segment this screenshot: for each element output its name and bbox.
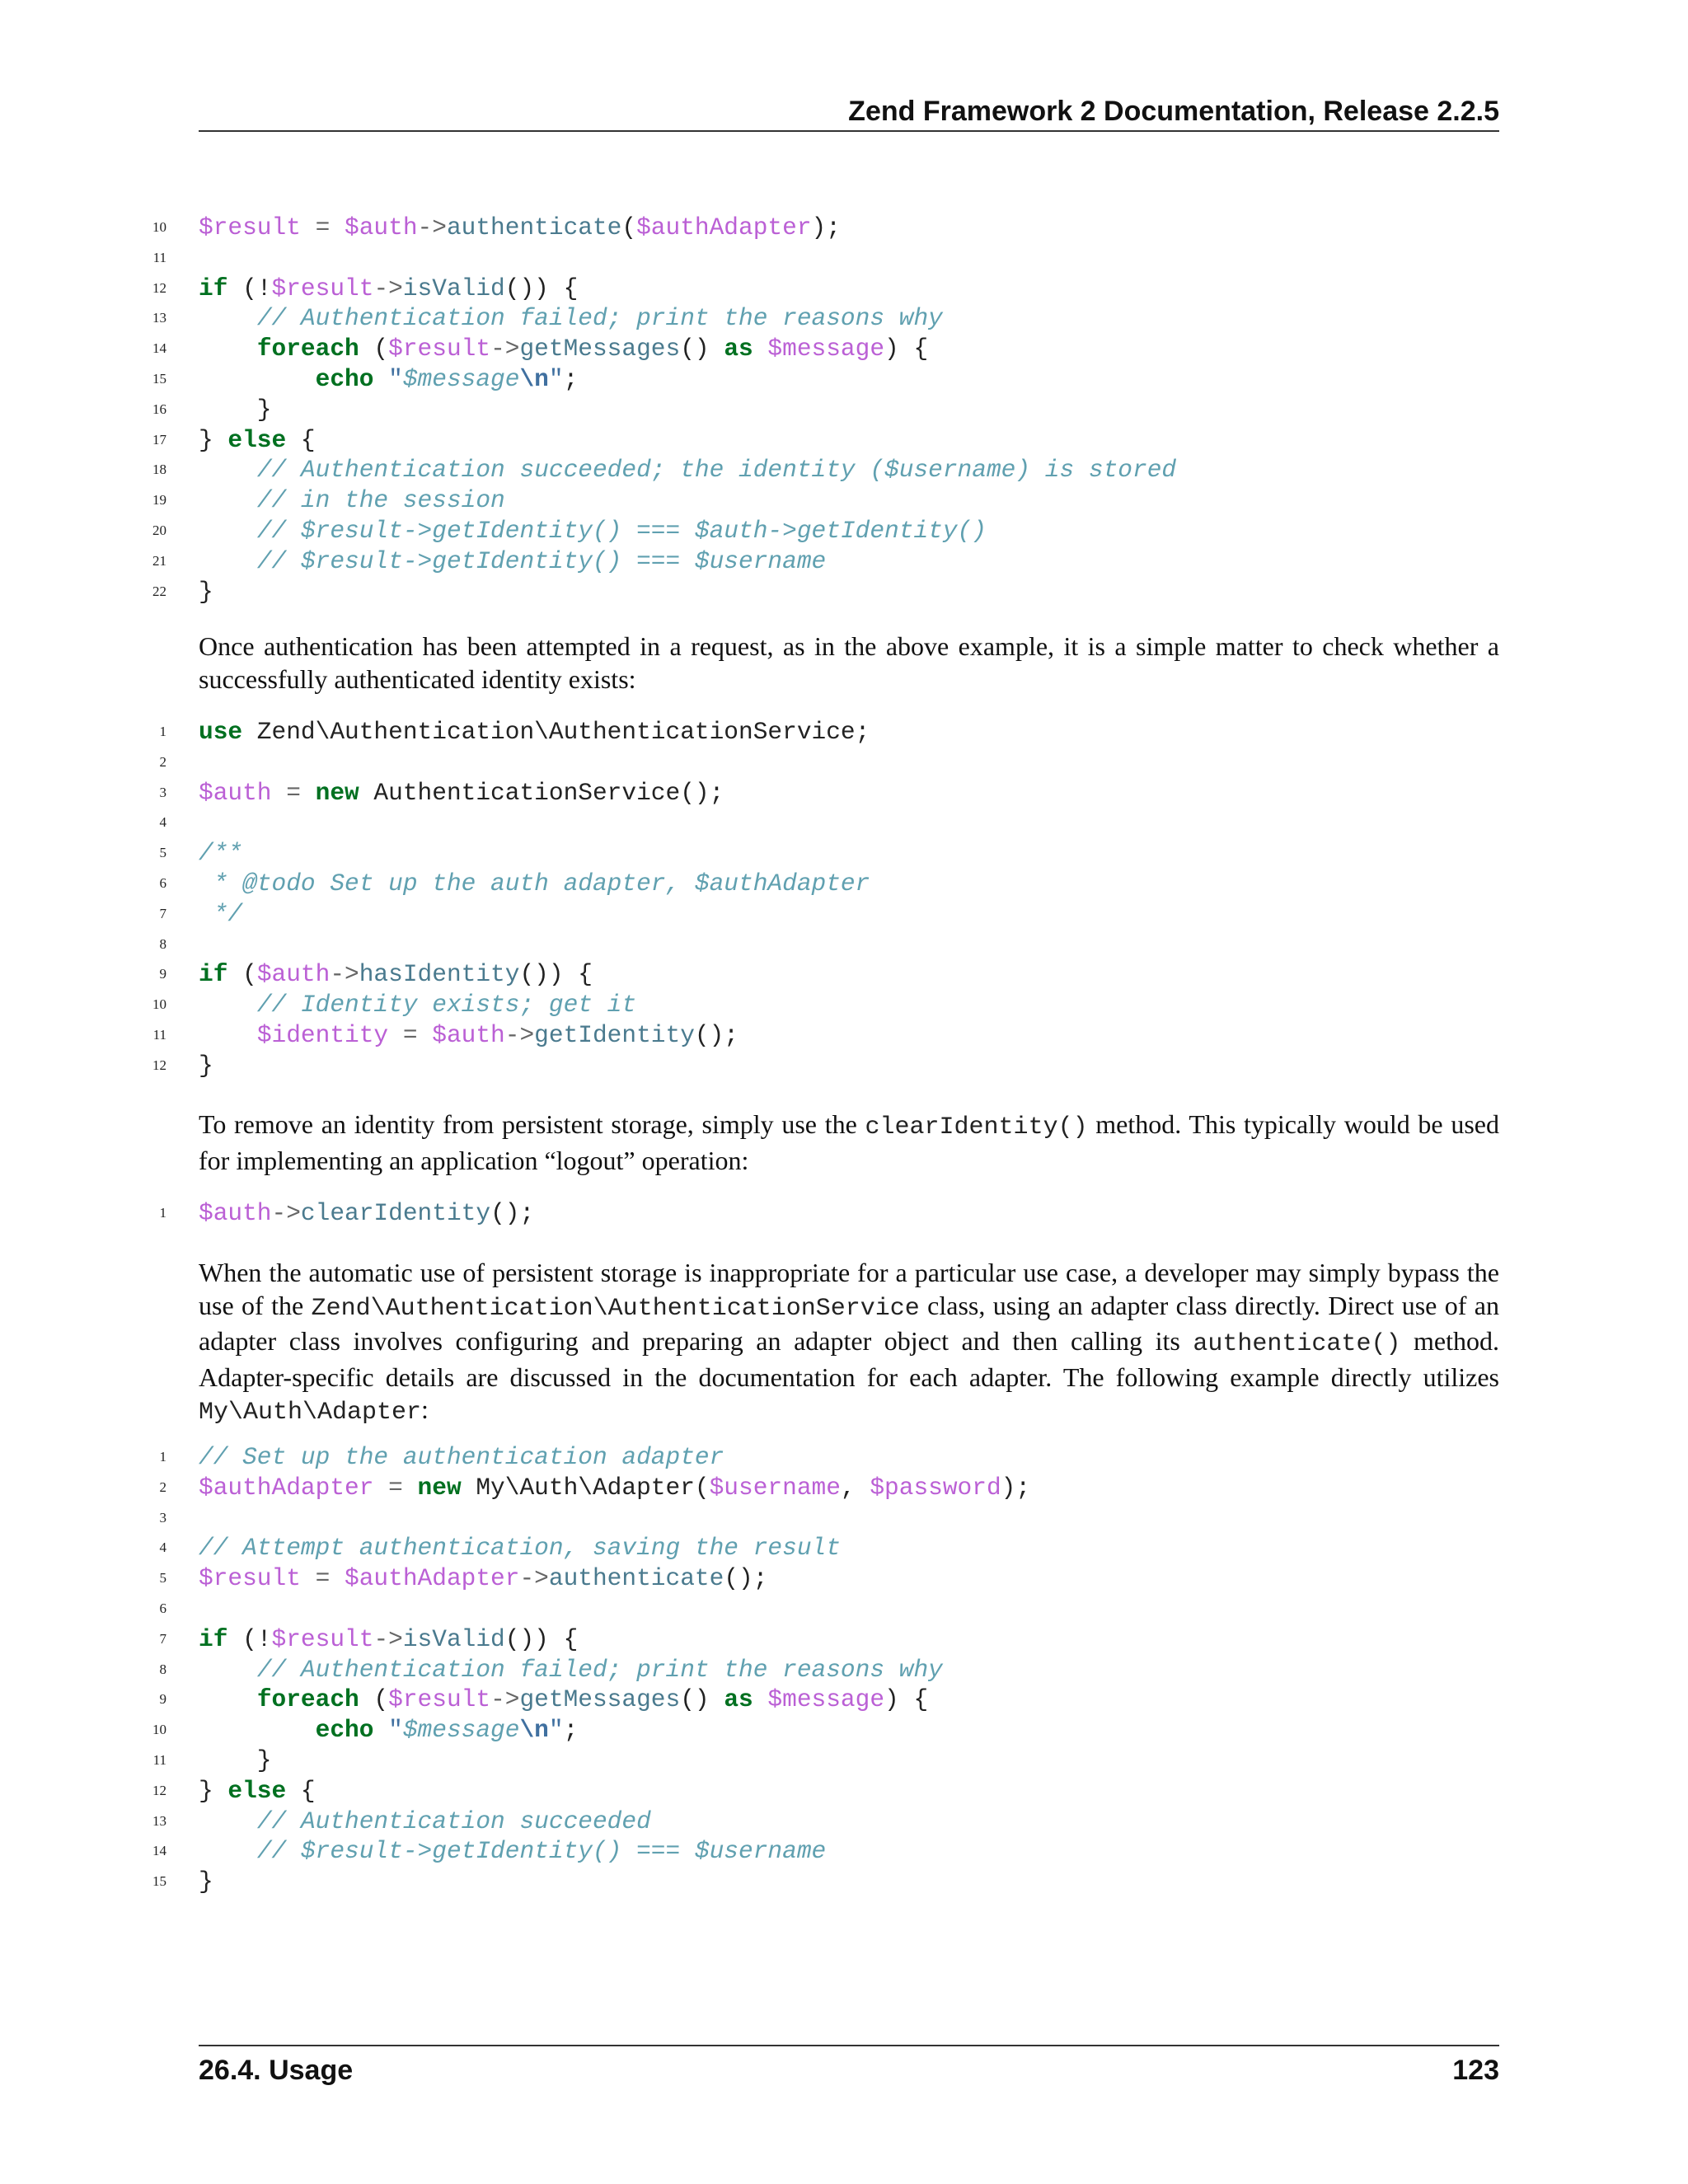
code-text (199, 213, 841, 243)
code-token: $authAdapter (636, 213, 812, 241)
line-number: 14 (152, 340, 166, 357)
code-token: ) { (884, 1685, 929, 1714)
paragraph-3-text-c: method. Adapter-specific details are discussed in the documentation for each adapter. The following example directly utilizes (199, 1326, 1500, 1392)
code-token: -> (330, 960, 359, 989)
code-token: $message (767, 335, 885, 363)
code-token: = (271, 778, 316, 807)
code-text (199, 516, 987, 546)
code-token: getMessages (519, 1685, 681, 1714)
code-text (199, 869, 870, 899)
code-token (199, 1685, 257, 1713)
code-text (199, 485, 505, 516)
code-token: (); (694, 1020, 739, 1049)
code-text (199, 1685, 928, 1715)
line-number: 5 (159, 1570, 166, 1586)
code-token: isValid (402, 1624, 505, 1653)
inline-code-authentication-service: Zend\Authentication\AuthenticationService (311, 1294, 920, 1323)
code-token: " (548, 364, 564, 393)
code-text (199, 1836, 826, 1867)
code-token: $auth (345, 213, 418, 241)
code-token: authenticate (446, 213, 622, 241)
footer-page-number: 123 (1452, 2055, 1499, 2086)
code-token: } (199, 1051, 213, 1080)
code-token: else (227, 425, 287, 454)
code-token: ()) { (504, 274, 579, 302)
code-token: // $result->getIdentity() === $auth->getIdentity() (256, 516, 987, 545)
code-text (199, 1198, 534, 1229)
code-token: else (227, 1776, 287, 1805)
code-token (199, 1656, 257, 1684)
code-token: { (286, 425, 316, 454)
code-token (199, 304, 257, 332)
paragraph-3-text-b: class, using an adapter class directly. Direct use of an adapter class involves configuring and preparing an adapter object and then calling its (199, 1290, 1500, 1356)
code-token (753, 335, 768, 363)
code-token: " (388, 364, 403, 393)
line-number: 12 (152, 1057, 166, 1073)
code-token (199, 1021, 257, 1049)
code-token: } (199, 1746, 272, 1774)
code-token: as (724, 1685, 753, 1714)
code-token: = (300, 1564, 345, 1593)
line-number: 1 (159, 1449, 166, 1465)
code-token: // Identity exists; get it (256, 991, 637, 1019)
code-text (199, 546, 826, 577)
code-text (199, 1776, 316, 1807)
code-token: new (417, 1473, 462, 1502)
code-token: echo (315, 364, 374, 393)
code-token: // Authentication succeeded; the identity ($username) is stored (256, 456, 1177, 485)
code-token (199, 517, 257, 545)
code-token: = (300, 213, 345, 241)
code-token: } (199, 395, 272, 424)
code-token: $authAdapter (199, 1473, 374, 1502)
code-token (199, 547, 257, 575)
code-token: new (315, 778, 359, 807)
code-token: ) { (884, 335, 929, 363)
code-token: // Set up the authentication adapter (199, 1443, 724, 1471)
line-number: 22 (152, 583, 166, 599)
code-token: ( (359, 335, 389, 363)
code-token: () (680, 335, 724, 363)
code-token: $auth (199, 1199, 272, 1227)
code-token: " (388, 1716, 403, 1745)
code-token: Zend\Authentication\AuthenticationService; (242, 718, 870, 746)
code-token: , (840, 1473, 870, 1502)
inline-code-auth-adapter: My\Auth\Adapter (199, 1399, 422, 1427)
code-token: $identity (256, 1020, 389, 1049)
paragraph-2 (199, 1108, 1499, 1177)
line-number: 11 (152, 1026, 166, 1043)
line-number: 5 (159, 845, 166, 861)
code-token: foreach (256, 335, 359, 363)
code-text (199, 1655, 943, 1685)
code-token: * @todo Set up the auth adapter, $authAdapter (199, 869, 870, 898)
paragraph-2-text: To remove an identity from persistent storage, simply use the (199, 1109, 865, 1139)
code-token: isValid (402, 274, 505, 302)
line-number: 10 (152, 1722, 166, 1738)
code-token: $result (199, 1564, 301, 1593)
code-token: AuthenticationService(); (359, 778, 724, 807)
code-token: ); (1001, 1473, 1031, 1502)
code-token: ( (621, 213, 637, 241)
page-header (199, 92, 1499, 132)
code-token: ; (563, 364, 579, 393)
line-number: 6 (159, 1600, 166, 1616)
line-number: 13 (152, 310, 166, 326)
line-number: 18 (152, 462, 166, 478)
line-number: 11 (152, 1751, 166, 1768)
line-number: 14 (152, 1843, 166, 1859)
code-token: (); (724, 1564, 768, 1593)
code-text (199, 1624, 578, 1655)
code-token: -> (490, 335, 520, 363)
code-text (199, 1807, 651, 1837)
code-token: // Authentication failed; print the reasons why (256, 304, 943, 333)
code-token: $auth (432, 1020, 505, 1049)
code-text (199, 1715, 578, 1746)
code-token: hasIdentity (359, 960, 520, 989)
code-token: } (199, 1776, 228, 1805)
code-token: getIdentity (534, 1020, 695, 1049)
code-token: -> (519, 1564, 549, 1593)
code-text (199, 1442, 724, 1473)
code-token: if (199, 1624, 228, 1653)
code-token: // Authentication succeeded (256, 1807, 651, 1835)
code-token: \n (519, 1716, 549, 1745)
line-number: 12 (152, 1782, 166, 1798)
code-token (199, 365, 316, 393)
code-token (199, 1807, 257, 1835)
code-token: ()) { (519, 960, 593, 989)
footer-rule (199, 2045, 1499, 2046)
code-token: clearIdentity (300, 1199, 491, 1227)
code-token: ; (563, 1716, 579, 1745)
line-number: 19 (152, 492, 166, 509)
code-token (199, 456, 257, 484)
inline-code-authenticate: authenticate() (1193, 1330, 1401, 1358)
code-text (199, 303, 943, 334)
code-token: $result (199, 213, 301, 241)
code-token: $message (402, 1716, 520, 1745)
line-number: 21 (152, 552, 166, 569)
code-token: foreach (256, 1685, 359, 1714)
code-token: if (199, 274, 228, 302)
code-text (199, 577, 213, 607)
line-number: 16 (152, 401, 166, 417)
code-token: -> (417, 213, 447, 241)
code-text (199, 990, 636, 1020)
line-number: 6 (159, 874, 166, 891)
paragraph-1-text: Once authentication has been attempted in a request, as in the above example, it is a simple matter to check whether a successfully authenticated identity exists: (199, 631, 1499, 694)
paragraph-3 (199, 1257, 1499, 1430)
code-token: (! (227, 1624, 272, 1653)
code-token: $result (271, 1624, 374, 1653)
code-token: } (199, 1868, 213, 1896)
code-token: $result (271, 274, 374, 302)
line-number: 15 (152, 1873, 166, 1890)
code-token (753, 1685, 768, 1713)
code-token: $authAdapter (345, 1564, 520, 1593)
code-token: My\Auth\Adapter( (461, 1473, 710, 1502)
code-token: " (548, 1716, 564, 1745)
code-text (199, 838, 242, 869)
line-number: 8 (159, 935, 166, 952)
code-token (199, 335, 257, 363)
code-text (199, 778, 724, 808)
code-token: echo (315, 1716, 374, 1745)
code-text (199, 364, 578, 395)
code-text (199, 425, 316, 456)
code-token: ( (227, 960, 257, 989)
paragraph-1 (199, 630, 1499, 696)
code-text (199, 1563, 767, 1594)
code-token: ()) { (504, 1624, 579, 1653)
line-number: 11 (152, 249, 166, 265)
line-number: 1 (159, 724, 166, 739)
paragraph-3-text-a: When the automatic use of persistent storage is inappropriate for a particular use case, a developer may simply bypass the use of the (199, 1258, 1499, 1320)
code-token: (! (227, 274, 272, 302)
code-token: ( (359, 1685, 389, 1714)
code-token: // Attempt authentication, saving the result (199, 1534, 841, 1563)
code-token: } (199, 577, 213, 606)
code-token: use (199, 718, 243, 746)
code-token: { (286, 1776, 316, 1805)
paragraph-2-text-end: method. This typically would be used for implementing an application “logout” operation: (199, 1109, 1500, 1175)
code-token: () (680, 1685, 724, 1714)
code-token: if (199, 960, 228, 989)
code-token: // $result->getIdentity() === $username (256, 1837, 827, 1866)
code-text (199, 899, 242, 930)
line-number: 12 (152, 279, 166, 296)
line-number: 17 (152, 431, 166, 448)
inline-code-clear-identity: clearIdentity() (865, 1113, 1088, 1141)
code-text (199, 395, 272, 425)
code-token: $message (767, 1685, 885, 1714)
footer-section: 26.4. Usage (199, 2055, 354, 2086)
line-number: 2 (159, 753, 166, 770)
code-token (199, 991, 257, 1019)
code-text (199, 334, 928, 364)
code-token: -> (271, 1199, 301, 1227)
code-text (199, 1533, 841, 1563)
code-token: -> (504, 1020, 535, 1049)
code-token: authenticate (548, 1564, 724, 1593)
code-token: = (373, 1473, 418, 1502)
code-token: (); (490, 1199, 535, 1227)
code-token (199, 486, 257, 514)
code-token: $auth (199, 778, 272, 807)
code-text (199, 1867, 213, 1897)
line-number: 20 (152, 522, 166, 538)
line-number: 9 (159, 1691, 166, 1708)
code-text (199, 1020, 738, 1051)
line-number: 4 (159, 1540, 166, 1556)
line-number: 10 (152, 996, 166, 1013)
code-token: // in the session (256, 486, 505, 515)
code-token: // Authentication failed; print the reasons why (256, 1655, 943, 1684)
code-text (199, 274, 578, 304)
code-text (199, 717, 870, 748)
line-number: 8 (159, 1661, 166, 1677)
line-number: 1 (159, 1205, 166, 1221)
code-token: $username (709, 1473, 841, 1502)
code-token: $message (402, 364, 520, 393)
code-token: ); (811, 213, 841, 241)
line-number: 3 (159, 1509, 166, 1526)
code-token (199, 1716, 316, 1744)
code-text (199, 959, 593, 990)
code-text (199, 1051, 213, 1081)
code-text (199, 1746, 272, 1776)
code-token: */ (199, 899, 243, 928)
code-token: getMessages (519, 335, 681, 363)
code-token: // $result->getIdentity() === $username (256, 546, 827, 575)
code-token: as (724, 335, 753, 363)
line-number: 7 (159, 905, 166, 921)
line-number: 4 (159, 814, 166, 831)
line-number: 10 (152, 219, 166, 235)
code-token: \n (519, 364, 549, 393)
code-token: -> (373, 1624, 403, 1653)
code-token: -> (490, 1685, 520, 1714)
line-number: 2 (159, 1479, 166, 1495)
code-token: $password (870, 1473, 1001, 1502)
code-token: $result (388, 1685, 491, 1714)
line-number: 7 (159, 1630, 166, 1647)
header-title: Zend Framework 2 Documentation, Release 2.2.5 (848, 96, 1499, 127)
code-text (199, 455, 1176, 485)
line-number: 13 (152, 1812, 166, 1829)
code-text (199, 1473, 1030, 1503)
code-token: } (199, 425, 228, 454)
line-number: 3 (159, 784, 166, 800)
code-token: -> (373, 274, 403, 302)
code-token (199, 1837, 257, 1865)
code-token (373, 1716, 388, 1744)
code-token: $result (388, 335, 491, 363)
line-number: 9 (159, 966, 166, 982)
paragraph-3-text-d: : (421, 1394, 429, 1424)
code-token: /** (199, 839, 243, 868)
code-token (373, 365, 388, 393)
code-token: $auth (256, 960, 331, 989)
line-number: 15 (152, 370, 166, 387)
code-token: = (388, 1020, 433, 1049)
